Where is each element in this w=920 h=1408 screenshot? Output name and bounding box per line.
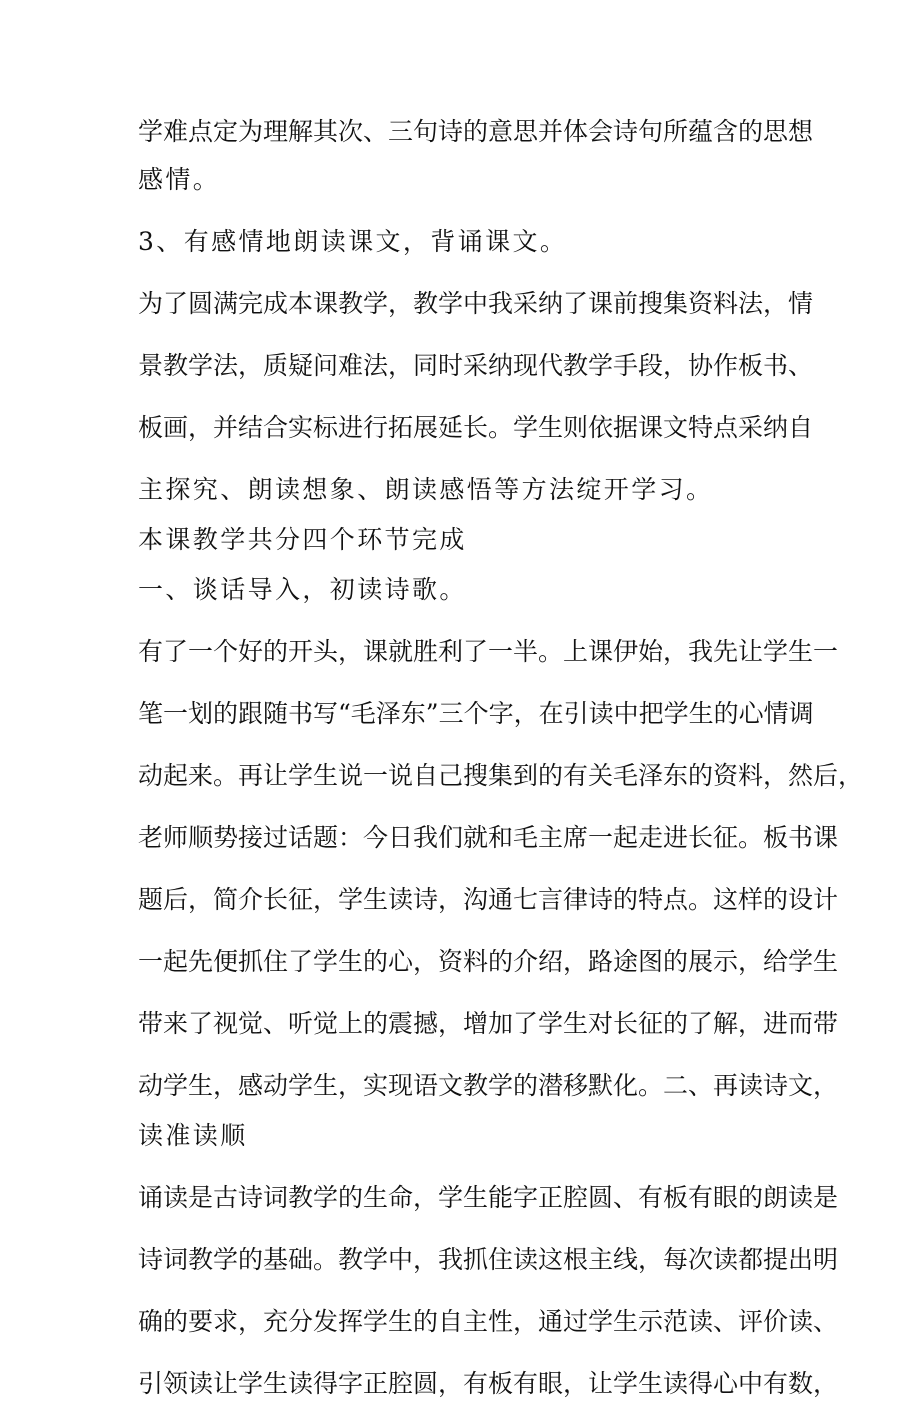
text-line: 一、谈话导入，初读诗歌。 <box>138 575 467 604</box>
text-line: 3、有感情地朗读课文，背诵课文。 <box>138 227 568 256</box>
text-line: 动学生，感动学生，实现语文教学的潜移默化。二、再读诗文， <box>138 1071 839 1100</box>
text-line: 为了圆满完成本课教学，教学中我采纳了课前搜集资料法，情 <box>138 289 814 318</box>
text-line: 笔一划的跟随书写“毛泽东”三个字，在引读中把学生的心情调 <box>138 699 814 728</box>
text-line: 一起先便抓住了学生的心，资料的介绍，路途图的展示，给学生 <box>138 947 839 976</box>
text-line: 老师顺势接过话题：今日我们就和毛主席一起走进长征。板书课 <box>138 823 839 852</box>
text-line: 诗词教学的基础。教学中，我抓住读这根主线，每次读都提出明 <box>138 1245 839 1274</box>
text-line: 确的要求，充分发挥学生的自主性，通过学生示范读、评价读、 <box>138 1307 839 1336</box>
text-line: 诵读是古诗词教学的生命，学生能字正腔圆、有板有眼的朗读是 <box>138 1183 839 1212</box>
text-line: 景教学法，质疑问难法，同时采纳现代教学手段，协作板书、 <box>138 351 814 380</box>
text-line: 动起来。再让学生说一说自己搜集到的有关毛泽东的资料，然后， <box>138 761 864 790</box>
text-line: 本课教学共分四个环节完成 <box>138 525 467 554</box>
text-line: 题后，简介长征，学生读诗，沟通七言律诗的特点。这样的设计 <box>138 885 839 914</box>
text-line: 读准读顺 <box>138 1121 248 1150</box>
document-body <box>138 108 864 1408</box>
text-line: 学难点定为理解其次、三句诗的意思并体会诗句所蕴含的思想 <box>138 117 814 146</box>
text-line: 带来了视觉、听觉上的震撼，增加了学生对长征的了解，进而带 <box>138 1009 839 1038</box>
text-line: 板画，并结合实标进行拓展延长。学生则依据课文特点采纳自 <box>138 413 814 442</box>
text-line: 感情。 <box>138 165 221 194</box>
text-line: 有了一个好的开头，课就胜利了一半。上课伊始，我先让学生一 <box>138 637 839 666</box>
text-line: 引领读让学生读得字正腔圆，有板有眼，让学生读得心中有数， <box>138 1369 839 1398</box>
text-line: 主探究、朗读想象、朗读感悟等方法绽开学习。 <box>138 475 714 504</box>
